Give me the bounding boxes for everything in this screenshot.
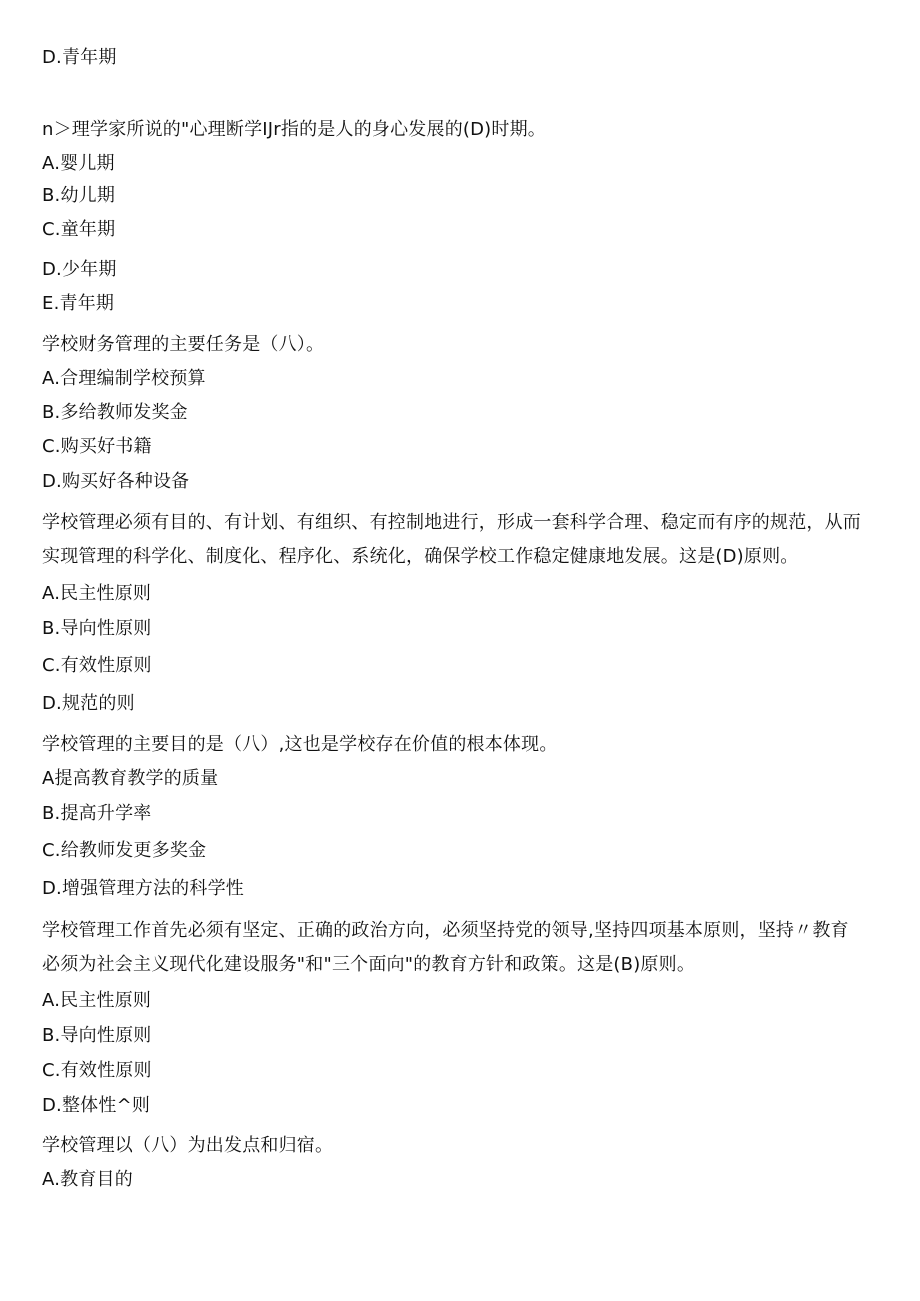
option-line: C.购买好书籍: [42, 436, 152, 457]
question-line: n＞理学家所说的"心理断学IJr指的是人的身心发展的(D)时期。: [42, 119, 547, 140]
option-line: D.整体性^则: [42, 1095, 151, 1116]
option-line: D.少年期: [42, 259, 117, 280]
option-line: B.导向性原则: [42, 1025, 152, 1046]
question-line: 学校管理必须有目的、有计划、有组织、有控制地进行，形成一套科学合理、稳定而有序的规范，从而: [42, 512, 861, 533]
option-line: B.多给教师发奖金: [42, 402, 188, 423]
option-line: B.提高升学率: [42, 803, 152, 824]
option-line: C.童年期: [42, 219, 116, 240]
option-line: D.规范的则: [42, 693, 135, 714]
option-line: D.增强管理方法的科学性: [42, 878, 244, 899]
option-line: A.民主性原则: [42, 990, 152, 1011]
option-line: C.有效性原则: [42, 655, 152, 676]
option-line: A.婴儿期: [42, 153, 115, 174]
option-line: C.给教师发更多奖金: [42, 840, 207, 861]
option-line: E.青年期: [42, 293, 115, 314]
question-line: 学校管理以（八）为出发点和归宿。: [42, 1135, 334, 1156]
question-line: 学校管理的主要目的是（八）,这也是学校存在价值的根本体现。: [42, 734, 558, 755]
option-line: C.有效性原则: [42, 1060, 152, 1081]
question-line: 实现管理的科学化、制度化、程序化、系统化，确保学校工作稳定健康地发展。这是(D)原则。: [42, 546, 799, 567]
option-line: A.合理编制学校预算: [42, 368, 206, 389]
option-line: D.青年期: [42, 47, 117, 68]
question-line: 学校管理工作首先必须有坚定、正确的政治方向，必须坚持党的领导,坚持四项基本原则，坚持〃教育: [42, 920, 849, 941]
option-line: D.购买好各种设备: [42, 471, 190, 492]
option-line: B.导向性原则: [42, 618, 152, 639]
question-line: 必须为社会主义现代化建设服务"和"三个面向"的教育方针和政策。这是(B)原则。: [42, 954, 696, 975]
question-line: 学校财务管理的主要任务是（八）。: [42, 334, 325, 355]
option-line: B.幼儿期: [42, 185, 116, 206]
option-line: A.民主性原则: [42, 583, 152, 604]
option-line: A.教育目的: [42, 1169, 133, 1190]
option-line: A提高教育教学的质量: [42, 768, 219, 789]
